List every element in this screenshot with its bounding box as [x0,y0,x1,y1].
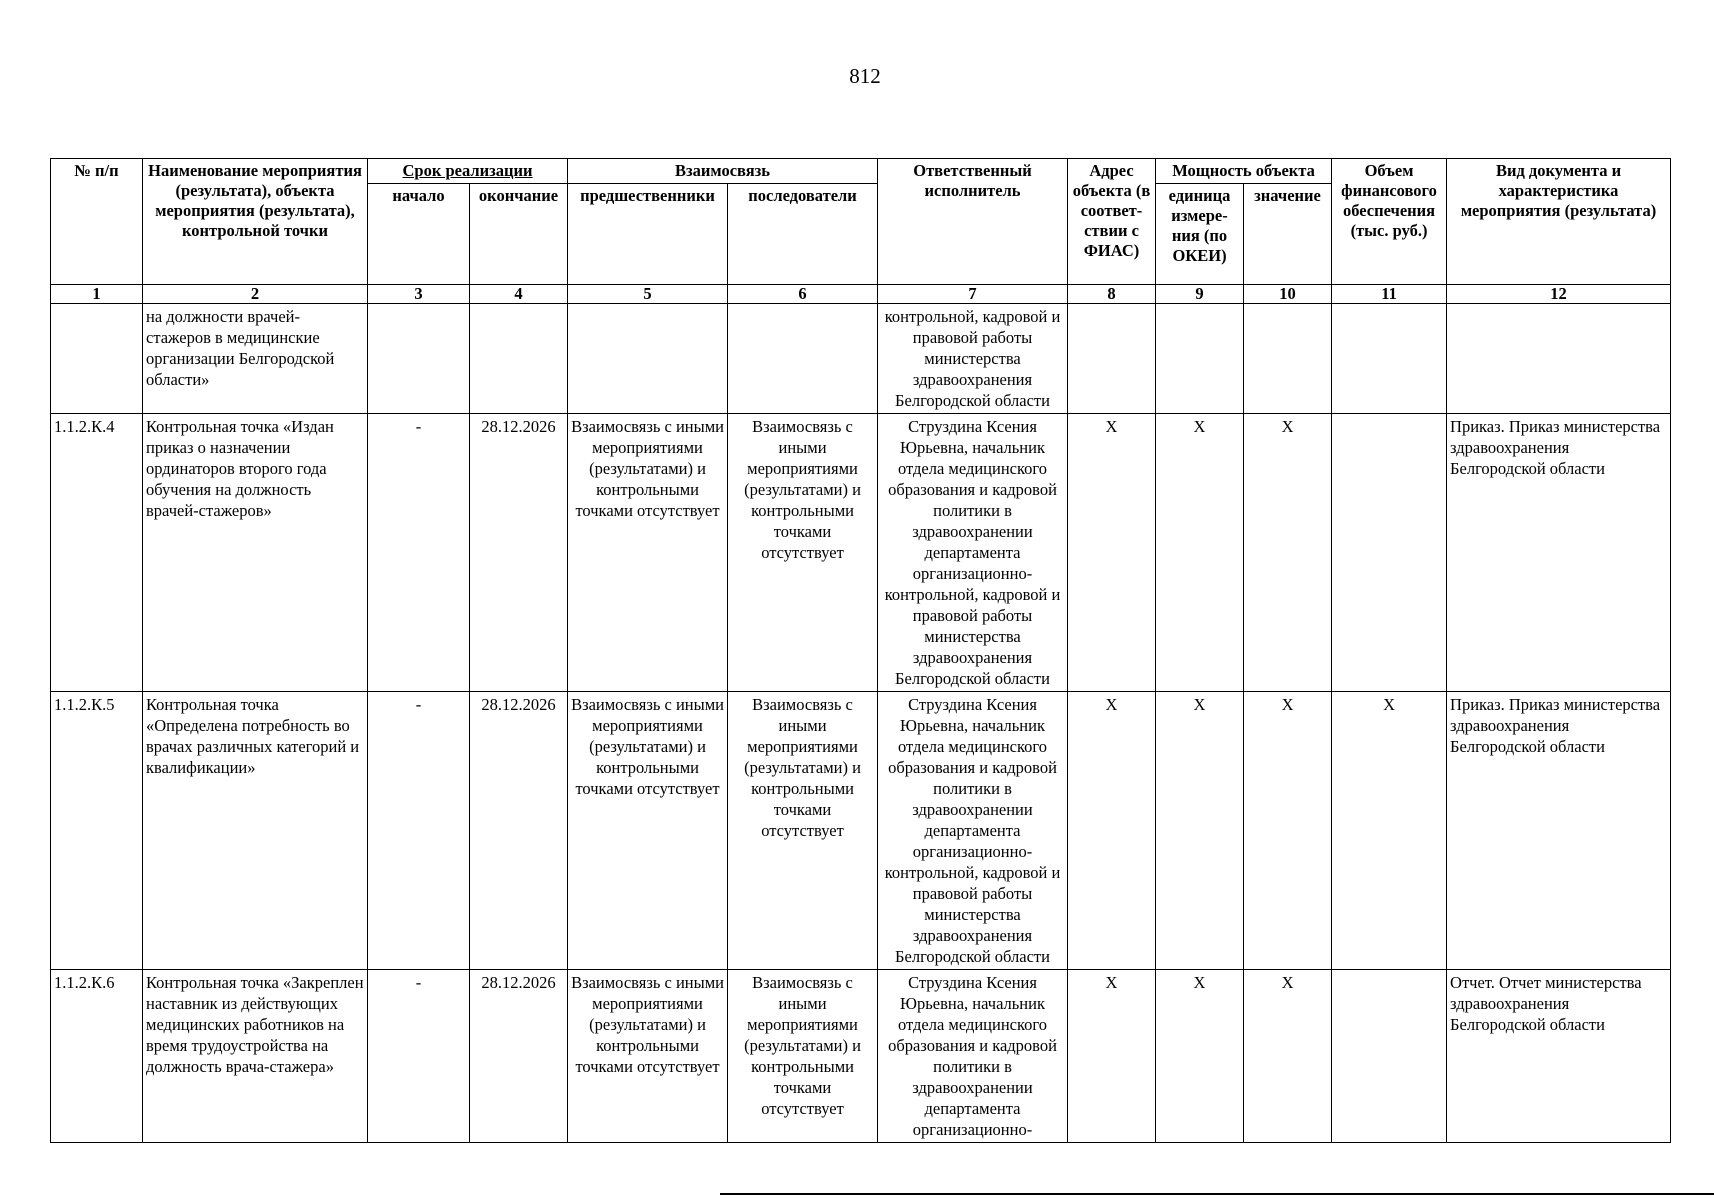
cell-successors: Взаимосвязь с иными мероприятиями (результатами) и контрольными точками отсутствует [728,692,878,970]
cell-successors [728,304,878,414]
table-row [51,304,1671,414]
cell-unit: X [1156,970,1244,1143]
cell-responsible: контрольной, кадровой и правовой работы министерства здравоохранения Белгородской области [878,304,1068,414]
cell-address: X [1068,692,1156,970]
header-relation [568,159,878,184]
header-unit: единица измере-ния (по ОКЕИ) [1156,184,1244,285]
cell-no: 1.1.2.К.5 [51,692,143,970]
cell-responsible: Струздина Ксения Юрьевна, начальник отдела медицинского образования и кадровой политики в здравоохранении департамента организационно-контрольной, кадровой и правовой работы министерства здравоохранения Белгородской области [878,414,1068,692]
cell-name: на должности врачей-стажеров в медицинские организации Белгородской области» [143,304,368,414]
plan-table [50,158,1671,1143]
cell-doc: Приказ. Приказ министерства здравоохранения Белгородской области [1447,692,1671,970]
column-number: 1 [51,285,143,304]
header-address: Адрес объекта (в соответ-ствии с ФИАС) [1068,159,1156,285]
cell-doc [1447,304,1671,414]
cell-end: 28.12.2026 [470,692,568,970]
header-term [368,159,568,184]
header-name: Наименование мероприятия (результата), объекта мероприятия (результата), контрольной точки [143,159,368,285]
cell-responsible: Струздина Ксения Юрьевна, начальник отдела медицинского образования и кадровой политики в здравоохранении департамента организационно- [878,970,1068,1143]
cell-unit: X [1156,692,1244,970]
column-number: 7 [878,285,1068,304]
cell-finance [1332,970,1447,1143]
cell-no: 1.1.2.К.4 [51,414,143,692]
cell-responsible: Струздина Ксения Юрьевна, начальник отдела медицинского образования и кадровой политики в здравоохранении департамента организационно-контрольной, кадровой и правовой работы министерства здравоохранения Белгородской области [878,692,1068,970]
header-capacity: Мощность объекта [1156,159,1332,184]
cell-finance [1332,304,1447,414]
cell-start: - [368,692,470,970]
header-term-start: начало [368,184,470,285]
scan-edge-line [720,1193,1714,1195]
cell-end [470,304,568,414]
cell-doc: Отчет. Отчет министерства здравоохранения Белгородской области [1447,970,1671,1143]
cell-predecessors: Взаимосвязь с иными мероприятиями (результатами) и контрольными точками отсутствует [568,414,728,692]
cell-start: - [368,414,470,692]
table-row [51,692,1671,970]
header-no: № п/п [51,159,143,285]
cell-no: 1.1.2.К.6 [51,970,143,1143]
cell-value: X [1244,692,1332,970]
cell-predecessors [568,304,728,414]
header-term-end: окончание [470,184,568,285]
header-responsible: Ответственный исполнитель [878,159,1068,285]
cell-start [368,304,470,414]
column-number: 6 [728,285,878,304]
cell-no [51,304,143,414]
page-number: 812 [849,64,881,88]
header-value: значение [1244,184,1332,285]
header-relation-label: Взаимосвязь [675,161,770,180]
column-number: 2 [143,285,368,304]
column-number: 12 [1447,285,1671,304]
cell-name: Контрольная точка «Определена потребность во врачах различных категорий и квалификации» [143,692,368,970]
header-doc-type: Вид документа и характеристика мероприятия (результата) [1447,159,1671,285]
column-number: 9 [1156,285,1244,304]
header-row [51,159,1671,184]
header-finance: Объем финансового обеспечения (тыс. руб.) [1332,159,1447,285]
header-term-label: Срок реализации [402,161,533,180]
table-row [51,414,1671,692]
cell-unit: X [1156,414,1244,692]
cell-unit [1156,304,1244,414]
header-predecessors: предшественники [568,184,728,285]
cell-name: Контрольная точка «Закреплен наставник из действующих медицинских работников на время трудоустройства на должность врача-стажера» [143,970,368,1143]
cell-end: 28.12.2026 [470,414,568,692]
cell-address: X [1068,970,1156,1143]
column-number: 4 [470,285,568,304]
cell-predecessors: Взаимосвязь с иными мероприятиями (результатами) и контрольными точками отсутствует [568,970,728,1143]
header-successors: последователи [728,184,878,285]
cell-successors: Взаимосвязь с иными мероприятиями (результатами) и контрольными точками отсутствует [728,414,878,692]
cell-address [1068,304,1156,414]
cell-doc: Приказ. Приказ министерства здравоохранения Белгородской области [1447,414,1671,692]
column-number: 11 [1332,285,1447,304]
cell-value [1244,304,1332,414]
cell-end: 28.12.2026 [470,970,568,1143]
column-number: 10 [1244,285,1332,304]
column-number: 8 [1068,285,1156,304]
cell-name: Контрольная точка «Издан приказ о назначении ординаторов второго года обучения на должность врачей-стажеров» [143,414,368,692]
cell-finance: X [1332,692,1447,970]
column-number: 5 [568,285,728,304]
cell-value: X [1244,414,1332,692]
column-number-row [51,285,1671,304]
table-row [51,970,1671,1143]
cell-start: - [368,970,470,1143]
cell-value: X [1244,970,1332,1143]
cell-successors: Взаимосвязь с иными мероприятиями (результатами) и контрольными точками отсутствует [728,970,878,1143]
cell-address: X [1068,414,1156,692]
cell-predecessors: Взаимосвязь с иными мероприятиями (результатами) и контрольными точками отсутствует [568,692,728,970]
column-number: 3 [368,285,470,304]
cell-finance [1332,414,1447,692]
